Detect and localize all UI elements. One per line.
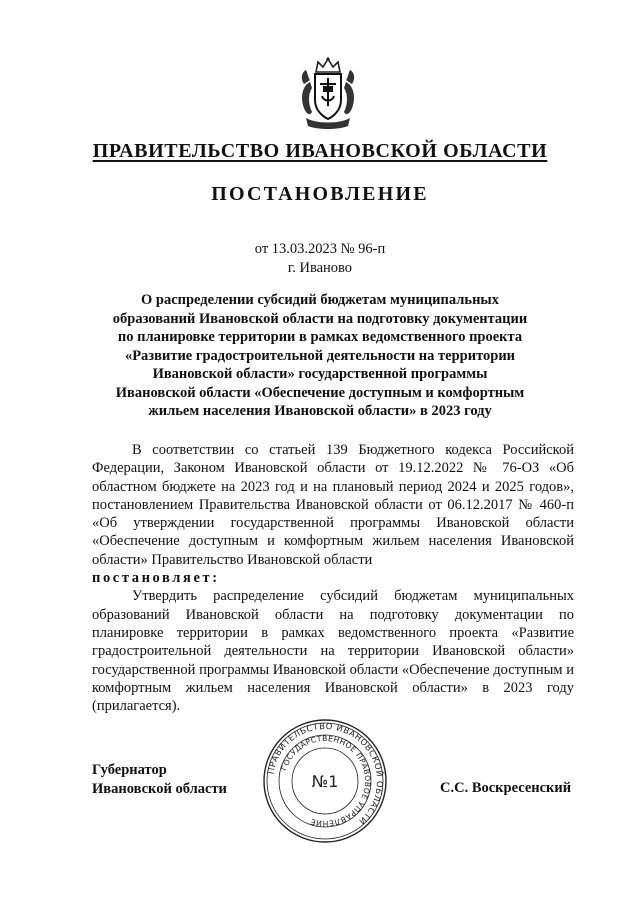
- signatory-position: [92, 761, 227, 799]
- stamp-number: №1: [311, 772, 339, 791]
- title-line: Ивановской области «Обеспечение доступным и комфортным: [115, 384, 525, 401]
- city: г. Иваново: [287, 260, 353, 276]
- date-and-number: от 13.03.2023 № 96-п: [254, 241, 386, 257]
- resolution-paragraph: Утвердить распределение субсидий бюджетам муниципальных образований Ивановской области на подготовку документации по планировке территории в рамках ведомственного проекта «Развитие градостроительной деятельности на территории Ивановской области» государственной программы Ивановской области «Обеспечение доступным и комфортным жильем населения Ивановской области» в 2023 году (прилагается).: [92, 588, 574, 715]
- title-line: образований Ивановской области на подготовку документации: [112, 310, 528, 327]
- authority-name: ПРАВИТЕЛЬСТВО ИВАНОВСКОЙ ОБЛАСТИ: [92, 140, 548, 162]
- title-line: Ивановской области» государственной программы: [152, 366, 488, 382]
- document-title: [90, 291, 550, 421]
- authority-header: [0, 140, 640, 163]
- document-type: ПОСТАНОВЛЕНИЕ: [211, 183, 429, 205]
- position-line: Губернатор: [92, 762, 167, 778]
- stamp-outer-text: ПРАВИТЕЛЬСТВО ИВАНОВСКОЙ ОБЛАСТИ: [265, 720, 386, 827]
- document-meta: [0, 240, 640, 278]
- official-seal-icon: [262, 718, 388, 844]
- decree-word: постановляет:: [92, 570, 220, 587]
- title-line: по планировке территории в рамках ведомственного проекта: [117, 329, 523, 345]
- title-line: жильем населения Ивановской области» в 2023 году: [148, 403, 492, 419]
- stamp-inner-text: ГОСУДАРСТВЕННОЕ ПРАВОВОЕ УПРАВЛЕНИЕ: [279, 733, 373, 829]
- coat-of-arms-icon: [296, 56, 360, 130]
- preamble-paragraph: В соответствии со статьей 139 Бюджетного кодекса Российской Федерации, Законом Ивановской области от 19.12.2022 № 76-ОЗ «Об областном бюджете на 2023 год и на плановый период 2024 и 2025 годов», постановлением Правительства Ивановской области от 06.12.2017 № 460-п «Об утверждении государственной программы Ивановской области «Обеспечение доступным и комфортным жильем населения Ивановской области» Правительство Ивановской области: [92, 442, 574, 568]
- title-line: «Развитие градостроительной деятельности на территории: [124, 347, 516, 364]
- title-line: О распределении субсидий бюджетам муниципальных: [140, 292, 499, 308]
- position-line: Ивановской области: [92, 781, 227, 797]
- document-body: [92, 441, 574, 715]
- signatory-name: С.С. Воскресенский: [440, 780, 572, 796]
